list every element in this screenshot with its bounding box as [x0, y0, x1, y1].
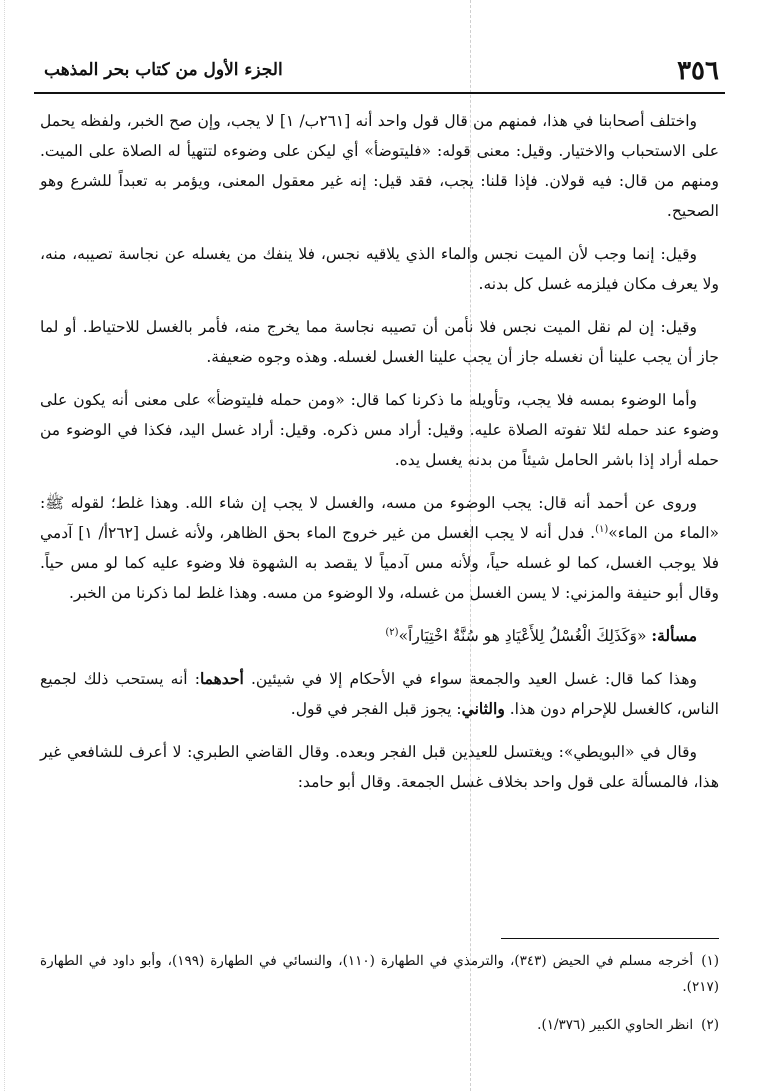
issue-heading [40, 621, 719, 651]
footnote-1 [40, 948, 719, 1000]
page-header [34, 52, 725, 92]
body-text [40, 106, 719, 810]
issue-label: مسألة: [651, 626, 697, 645]
paragraph-6-part-b: : أنه يستحب ذلك لجميع الناس، كالغسل للإحرام دون هذا. [40, 670, 719, 718]
paragraph-7: وقال في «البويطي»: ويغتسل للعيدين قبل الفجر وبعده. وقال القاضي الطبري: لا أعرف للشافعي غير هذا، فالمسألة على قول واحد بخلاف غسل الجمعة. وقال أبو حامد: [40, 743, 719, 791]
page-number: ٣٥٦ [677, 56, 719, 86]
footnote-rule [501, 938, 719, 939]
footnotes [40, 948, 719, 1050]
second-point-label: والثاني [461, 699, 505, 718]
footnote-ref-1: (١) [595, 523, 609, 535]
paragraph-5-part-a: وروى عن أحمد أنه قال: يجب الوضوء من مسه، والغسل لا يجب إن شاء الله. وهذا غلط؛ لقوله ﷺ: «الماء من الماء» [40, 494, 719, 542]
footnote-text: أخرجه مسلم في الحيض (٣٤٣)، والترمذي في الطهارة (١١٠)، والنسائي في الطهارة (١٩٩)، وأبو داود في الطهارة (٢١٧). [40, 953, 719, 995]
paragraph-5-part-b: . فدل أنه لا يجب الغسل من غير خروج الماء بحق الظاهر، ولأنه غسل [٢٦٢أ/ ١] آدمي فلا يوجب الغسل، كما لو غسله حياً، ولأنه مس آدمياً لا يقصد به الشهوة فلا وضوء عليه كما لو مس حياً. وقال أبو حنيفة والمزني: لا يسن الغسل من غسله، ولا الوضوء من مسه. وهذا غلط لما ذكرنا من الخبر. [40, 524, 719, 602]
paragraph-4: وأما الوضوء بمسه فلا يجب، وتأويله ما ذكرنا كما قال: «ومن حمله فليتوضأ» على معنى أنه يكون على وضوء عند حمله لئلا تفوته الصلاة عليه. وقيل: أراد مس ذكره. وقيل: أراد غسل اليد، فكذا في الوضوء من حمله أراد إذا باشر الحامل شيئاً من بدنه يغسل يده. [40, 391, 719, 469]
paragraph-1: واختلف أصحابنا في هذا، فمنهم من قال قول واحد أنه [٢٦١ب/ ١] لا يجب، وإن صح الخبر، ولفظه يحمل على الاستحباب والاختيار. وقيل: معنى قوله: «فليتوضأ» أي ليكن على وضوءه لتتهيأ له الصلاة على الميت. ومنهم من قال: فيه قولان. فإذا قلنا: يجب، فقد قيل: إنه غير معقول المعنى، ويؤمر به تعبداً للشرع وهو الصحيح. [40, 112, 719, 220]
paragraph-6 [40, 664, 719, 724]
running-title: الجزء الأول من كتاب بحر المذهب [44, 60, 283, 80]
first-point-label: أحدهما [199, 669, 244, 688]
footnote-text: انظر الحاوي الكبير (١/٣٧٦). [537, 1017, 694, 1033]
paragraph-6-part-a: وهذا كما قال: غسل العيد والجمعة سواء في الأحكام إلا في شيئين. [243, 670, 697, 688]
footnote-number: (١) [701, 953, 720, 969]
issue-quote: «وَكَذَلِكَ الْغُسْلُ لِلأَعْيَادِ هو سُنَّةٌ اخْتِيَاراً» [398, 627, 652, 645]
paragraph-3: وقيل: إن لم نقل الميت نجس فلا نأمن أن تصيبه نجاسة مما يخرج منه، فأمر بالغسل للاحتياط. أو لما جاز أن يجب علينا أن نغسله جاز أن يجب علينا الغسل لغسله. وهذه وجوه ضعيفة. [40, 318, 719, 366]
scan-edge-mark [4, 0, 5, 1091]
paragraph-5 [40, 488, 719, 608]
footnote-number: (٢) [701, 1017, 719, 1033]
paragraph-6-part-c: : يجوز قبل الفجر في قول. [290, 700, 462, 718]
header-rule [34, 92, 725, 94]
paragraph-2: وقيل: إنما وجب لأن الميت نجس والماء الذي يلاقيه نجس، فلا ينفك من يغسله عن نجاسة تصيبه، منه، ولا يعرف مكان فيلزمه غسل كل بدنه. [40, 245, 719, 293]
footnote-ref-2: (٢) [385, 626, 399, 638]
footnote-2 [40, 1012, 719, 1038]
